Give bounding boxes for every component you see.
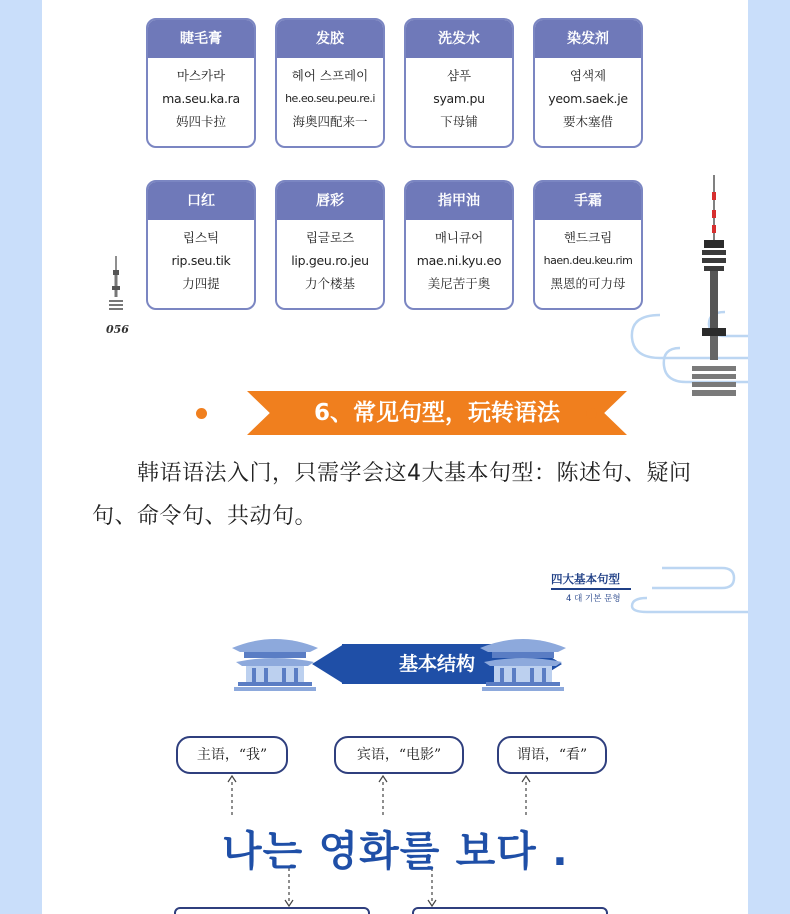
bottom-box-left: [174, 907, 370, 914]
card-title: 手霜: [535, 182, 641, 220]
card-roman: he.eo.seu.peu.re.i: [285, 92, 375, 105]
vocab-card-lipgloss: [275, 180, 385, 310]
card-korean: 염색제: [569, 68, 607, 83]
card-title: 口红: [148, 182, 254, 220]
vocab-card-hairspray: [275, 18, 385, 148]
card-pron: 海奥四配来一: [292, 114, 368, 129]
card-roman: lip.geu.ro.jeu: [291, 253, 369, 268]
page-number: 056: [106, 323, 129, 336]
card-korean: 핸드크림: [563, 230, 613, 245]
banner-dot-left: [196, 408, 207, 419]
card-pron: 黑恩的可力母: [550, 276, 626, 291]
card-roman: yeom.saek.je: [548, 91, 628, 106]
card-pron: 力四提: [182, 276, 220, 291]
tag-object: 宾语，“电影”: [334, 736, 464, 774]
side-label-title: 四大基本句型: [551, 572, 620, 586]
banner-dot-right: [586, 408, 597, 419]
tag-subject: 主语，“我”: [176, 736, 288, 774]
card-title: 洗发水: [406, 20, 512, 58]
seoul-tower-icon: [620, 170, 748, 400]
side-label-sub: 4 대 기본 문형: [566, 594, 621, 604]
tower-icon-small: [106, 256, 126, 312]
vocab-card-nail-polish: [404, 180, 514, 310]
card-title: 发胶: [277, 20, 383, 58]
card-title: 睫毛膏: [148, 20, 254, 58]
section-title: 6、常见句型，玩转语法: [313, 400, 560, 426]
card-roman: mae.ni.kyu.eo: [416, 253, 502, 268]
vocab-card-hair-dye: [533, 18, 643, 148]
left-arrow-shape: [312, 644, 344, 684]
vocab-card-shampoo: [404, 18, 514, 148]
card-korean: 립글로즈: [305, 230, 355, 245]
card-korean: 매니큐어: [434, 230, 484, 245]
bottom-box-right: [412, 907, 608, 914]
card-pron: 美尼苦于奥: [427, 276, 491, 291]
card-pron: 妈四卡拉: [175, 114, 226, 129]
card-pron: 下母铺: [440, 114, 478, 129]
intro-paragraph: 韩语语法入门，只需学会这4大基本句型：陈述句、疑问句、命令句、共动句。: [92, 461, 692, 529]
card-korean: 립스틱: [182, 230, 220, 245]
card-roman: ma.seu.ka.ra: [162, 91, 240, 106]
vocab-card-lipstick: [146, 180, 256, 310]
vocab-card-mascara: [146, 18, 256, 148]
card-title: 染发剂: [535, 20, 641, 58]
card-title: 唇彩: [277, 182, 383, 220]
book-page: [42, 0, 748, 914]
card-pron: 力个楼基: [304, 276, 355, 291]
card-roman: haen.deu.keu.rim: [543, 254, 633, 267]
card-pron: 要木塞借: [562, 114, 613, 129]
pavilion-icon-right: [478, 630, 568, 694]
tag-predicate: 谓语，“看”: [497, 736, 607, 774]
swoosh-decoration: [522, 560, 748, 620]
card-roman: syam.pu: [433, 91, 485, 106]
example-sentence: 나는 영화를 보다 .: [222, 827, 569, 875]
card-title: 指甲油: [406, 182, 512, 220]
card-korean: 마스카라: [176, 68, 226, 83]
card-roman: rip.seu.tik: [171, 253, 231, 268]
pavilion-icon-left: [230, 630, 320, 694]
structure-title: 基本结构: [342, 644, 532, 684]
card-korean: 샴푸: [446, 68, 472, 83]
side-label-underline: [551, 588, 631, 590]
card-korean: 헤어 스프레이: [291, 68, 369, 83]
